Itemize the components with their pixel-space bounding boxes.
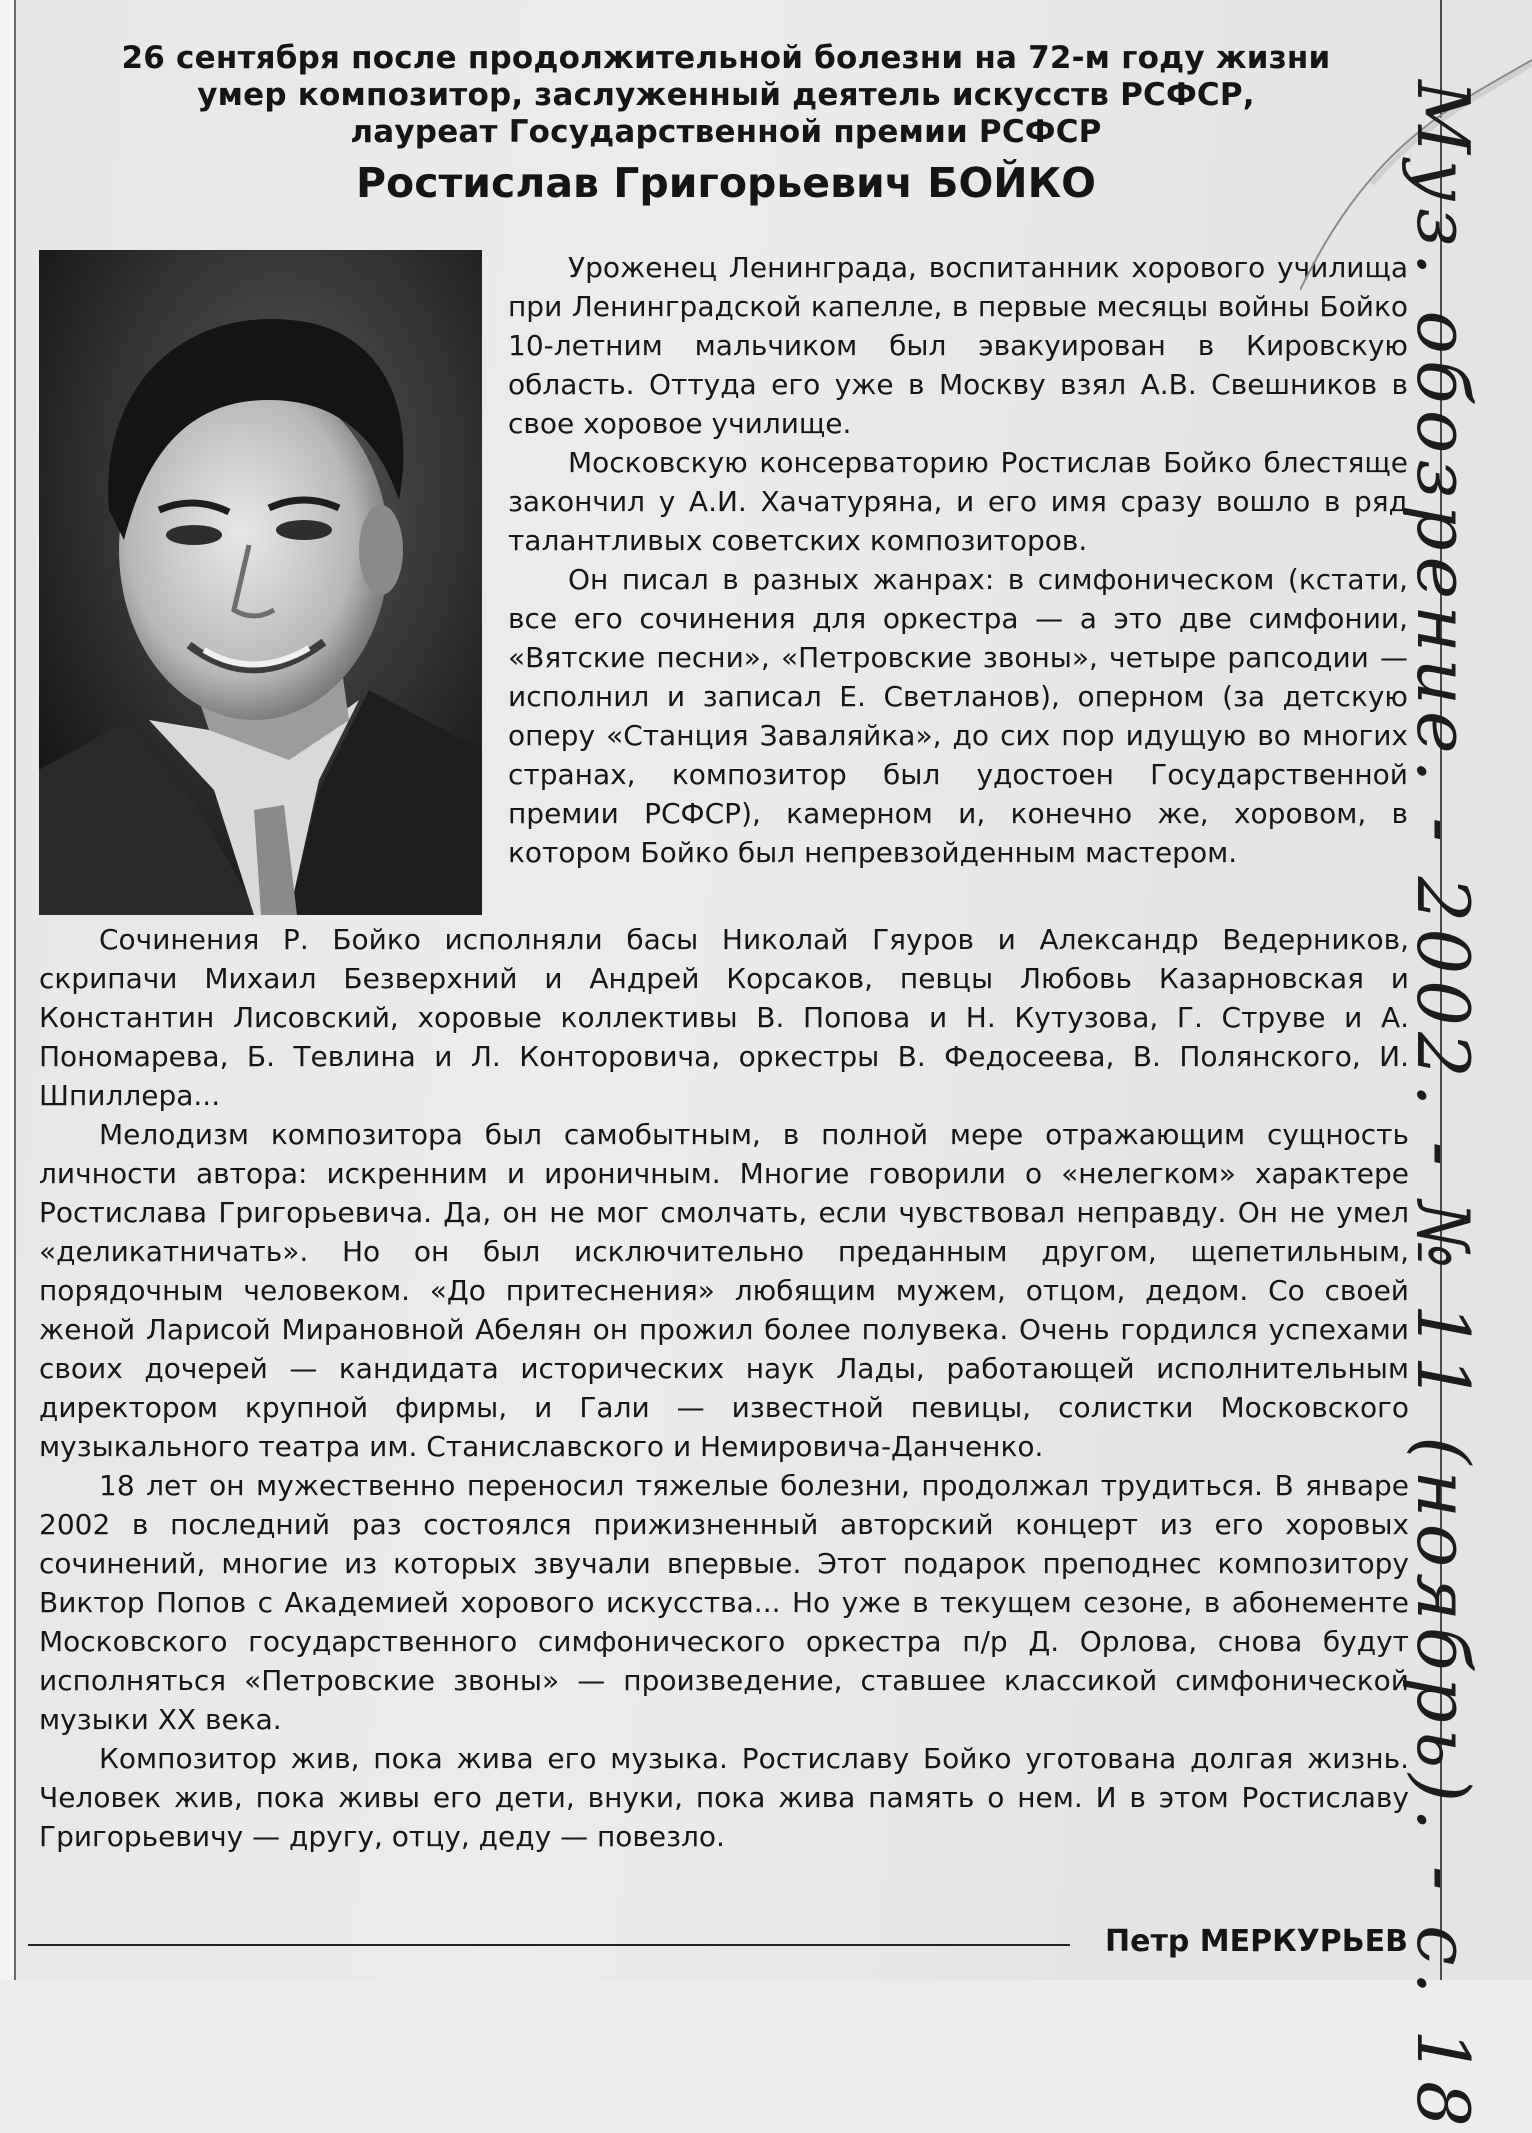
- paragraph-performers: Сочинения Р. Бойко исполняли басы Николай Гяуров и Александр Ведерников, скрипачи Михаил Безверхний и Андрей Корсаков, певцы Любовь Казарновская и Константин Лисовский, хоровые коллективы В. Попова и Н. Кутузова, Г. Струве и А. Пономарева, Б. Тевлина и Л. Конторовича, оркестры В. Федосеева, В. Полянского, И. Шпиллера...: [39, 923, 1409, 1112]
- obituary-clipping: [36, 40, 1416, 1960]
- signature-rule: [28, 1944, 1070, 1946]
- handwritten-citation: [1401, 40, 1532, 2133]
- clipping-left-edge: [0, 0, 16, 1980]
- paragraph-closing: Композитор жив, пока жива его музыка. Ростиславу Бойко уготована долгая жизнь. Человек жив, пока живы его дети, внуки, пока жива память о нем. И в этом Ростиславу Григорьевичу — другу, отцу, деду — повезло.: [39, 1742, 1409, 1853]
- headline-line-3: лауреат Государственной премии РСФСР: [350, 114, 1102, 150]
- composer-name: Ростислав Григорьевич БОЙКО: [356, 159, 1096, 207]
- paragraph-character: Мелодизм композитора был самобытным, в полной мере отражающим сущность личности автора: искренним и ироничным. Многие говорили о «нелегком» характере Ростислава Григорьевича. Да, он не мог смолчать, если чувствовал неправду. Он не умел «деликатничать». Но он был исключительно преданным другом, щепетильным, порядочным человеком. «До притеснения» любящим мужем, отцом, дедом. Со своей женой Ларисой Мирановной Абелян он прожил более полувека. Очень гордился успехами своих дочерей — кандидата исторических наук Лады, работающей исполнительным директором крупной фирмы, и Гали — известной певицы, солистки Московского музыкального театра им. Станиславского и Немировича-Данченко.: [39, 1118, 1409, 1463]
- headline-line-2: умер композитор, заслуженный деятель искусств РСФСР,: [197, 77, 1255, 113]
- headline-line-1: 26 сентября после продолжительной болезни на 72-м году жизни: [121, 40, 1331, 76]
- headline-block: [36, 40, 1416, 151]
- paragraph-biography: Уроженец Ленинграда, воспитанник хорового училища при Ленинградской капелле, в первые месяцы войны Бойко 10-летним мальчиком был эвакуирован в Кировскую область. Оттуда его уже в Москву взял А.В. Свешников в свое хоровое училище.: [508, 251, 1408, 440]
- handwritten-citation-text: Муз. обозрение. - 2002. - № 11 (ноябрь). - с. 18: [1401, 80, 1485, 2133]
- author-signature: Петр МЕРКУРЬЕВ: [1105, 1924, 1408, 1959]
- composer-portrait-photo: [39, 250, 482, 915]
- paragraph-genres: Он писал в разных жанрах: в симфоническом (кстати, все его сочинения для оркестра — а это две симфонии, «Вятские песни», «Петровские звоны», четыре рапсодии — исполнил и записал Е. Светланов), оперном (за детскую оперу «Станция Заваляйка», до сих пор идущую во многих странах, композитор был удостоен Государственной премии РСФСР), камерном и, конечно же, хоровом, в котором Бойко был непревзойденным мастером.: [508, 563, 1408, 869]
- intro-column: [508, 248, 1408, 872]
- paragraph-last-years: 18 лет он мужественно переносил тяжелые болезни, продолжал трудиться. В январе 2002 в последний раз состоялся прижизненный авторский концерт из его хоровых сочинений, многие из которых звучали впервые. Этот подарок преподнес композитору Виктор Попов с Академией хорового искусства... Но уже в текущем сезоне, в абонементе Московского государственного симфонического оркестра п/р Д. Орлова, снова будут исполняться «Петровские звоны» — произведение, ставшее классикой симфонической музыки XX века.: [39, 1469, 1409, 1736]
- paragraph-conservatory: Московскую консерваторию Ростислав Бойко блестяще закончил у А.И. Хачатуряна, и его имя сразу вошло в ряд талантливых советских композиторов.: [508, 446, 1408, 557]
- main-column: [39, 920, 1409, 1856]
- portrait-drawing: [39, 250, 482, 915]
